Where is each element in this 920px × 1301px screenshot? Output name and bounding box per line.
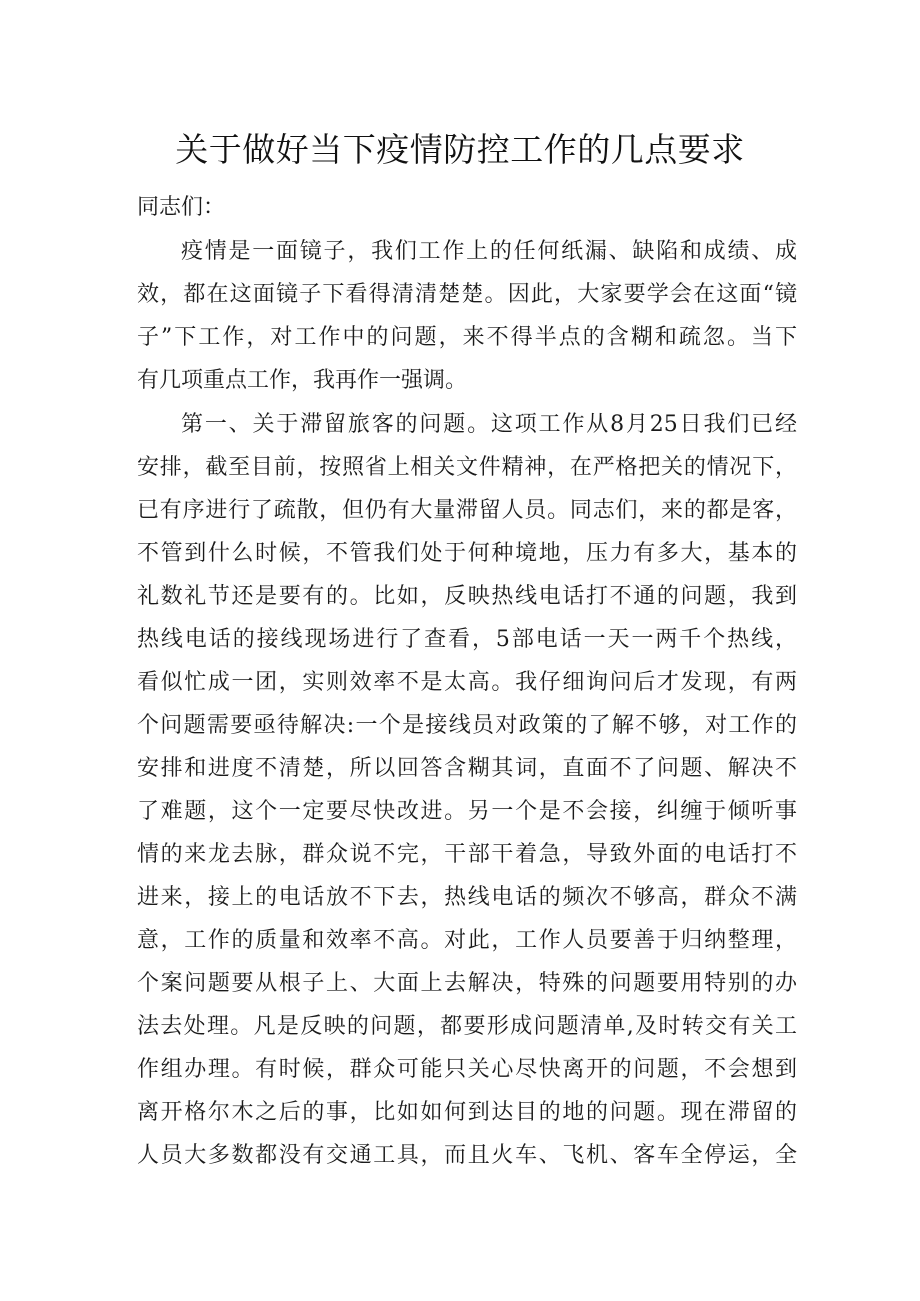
paragraph-2-line-5: 礼数礼节还是要有的。比如，反映热线电话打不通的问题，我到 (137, 584, 797, 609)
salutation: 同志们： (137, 195, 226, 220)
paragraph-2-line-9: 安排和进度不清楚，所以回答含糊其词，直面不了问题、解决不 (137, 756, 797, 781)
paragraph-2-line-11: 情的来龙去脉，群众说不完，干部干着急，导致外面的电话打不 (137, 842, 797, 867)
paragraph-1-line-2: 效，都在这面镜子下看得清清楚楚。因此，大家要学会在这面“镜 (137, 282, 797, 307)
paragraph-2-line-12: 进来，接上的电话放不下去，热线电话的频次不够高，群众不满 (137, 885, 797, 910)
document-title: 关于做好当下疫情防控工作的几点要求 (175, 130, 745, 169)
paragraph-2-line-16: 作组办理。有时候，群众可能只关心尽快离开的问题，不会想到 (137, 1057, 797, 1082)
paragraph-2-line-3: 已有序进行了疏散，但仍有大量滞留人员。同志们，来的都是客， (137, 498, 797, 523)
paragraph-2-line-18: 人员大多数都没有交通工具，而且火车、飞机、客车全停运，全 (137, 1143, 797, 1168)
paragraph-2-line-1: 第一、关于滞留旅客的问题。这项工作从8月25日我们已经 (181, 412, 797, 437)
paragraph-2-line-7: 看似忙成一团，实则效率不是太高。我仔细询问后才发现，有两 (137, 670, 797, 695)
paragraph-1-line-1: 疫情是一面镜子，我们工作上的任何纸漏、缺陷和成绩、成 (181, 239, 797, 264)
paragraph-2-line-2: 安排，截至目前，按照省上相关文件精神，在严格把关的情况下， (137, 455, 797, 480)
paragraph-2-line-13: 意，工作的质量和效率不高。对此，工作人员要善于归纳整理， (137, 928, 797, 953)
paragraph-2-line-14: 个案问题要从根子上、大面上去解决，特殊的问题要用特别的办 (137, 971, 797, 996)
paragraph-2-line-4: 不管到什么时候，不管我们处于何种境地，压力有多大，基本的 (137, 541, 797, 566)
paragraph-2-line-15: 法去处理。凡是反映的问题，都要形成问题清单,及时转交有关工 (137, 1014, 797, 1039)
paragraph-2-line-8: 个问题需要亟待解决:一个是接线员对政策的了解不够，对工作的 (137, 713, 797, 738)
paragraph-2-line-17: 离开格尔木之后的事，比如如何到达目的地的问题。现在滞留的 (137, 1100, 797, 1125)
paragraph-2-line-6: 热线电话的接线现场进行了查看，5部电话一天一两千个热线， (137, 627, 797, 652)
paragraph-1-line-4: 有几项重点工作，我再作一强调。 (137, 368, 468, 393)
paragraph-2-line-10: 了难题，这个一定要尽快改进。另一个是不会接，纠缠于倾听事 (137, 799, 797, 824)
paragraph-1-line-3: 子”下工作，对工作中的问题，来不得半点的含糊和疏忽。当下 (137, 325, 797, 350)
